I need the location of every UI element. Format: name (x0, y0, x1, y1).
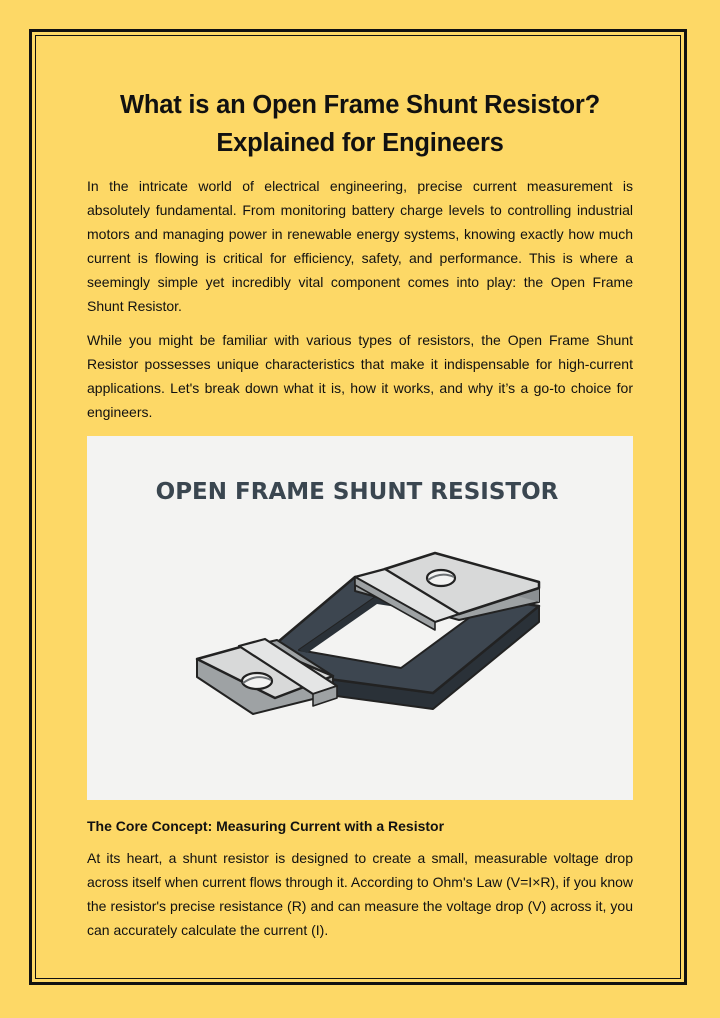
section-heading: The Core Concept: Measuring Current with a Resistor (87, 818, 445, 834)
title-line-1: What is an Open Frame Shunt Resistor? (119, 91, 600, 119)
title-line-2: Explained for Engineers (216, 129, 504, 157)
figure-title-text: OPEN FRAME SHUNT RESISTOR (155, 479, 559, 505)
second-paragraph: While you might be familiar with various types of resistors, the Open Frame Shunt Resistor possesses unique characteristics that make it indispensable for high-current applications. Let's break down what it is, how it works, and why it’s a go-to choice for engineers. (87, 332, 633, 420)
article-title (87, 86, 633, 162)
section-paragraph: At its heart, a shunt resistor is designed to create a small, measurable voltage drop across itself when current flows through it. According to Ohm's Law (V=I×R), if you know the resistor's precise resistance (R) and can measure the voltage drop (V) across it, you can accurately calculate the current (I). (87, 850, 633, 938)
article (87, 86, 633, 942)
shunt-resistor-illustration (87, 436, 633, 800)
shunt-resistor-figure (87, 436, 633, 800)
intro-paragraph: In the intricate world of electrical engineering, precise current measurement is absolutely fundamental. From monitoring battery charge levels to controlling industrial motors and managing power in renewable energy systems, knowing exactly how much current is flowing is critical for efficiency, safety, and performance. This is where a seemingly simple yet incredibly vital component comes into play: the Open Frame Shunt Resistor. (87, 178, 633, 314)
